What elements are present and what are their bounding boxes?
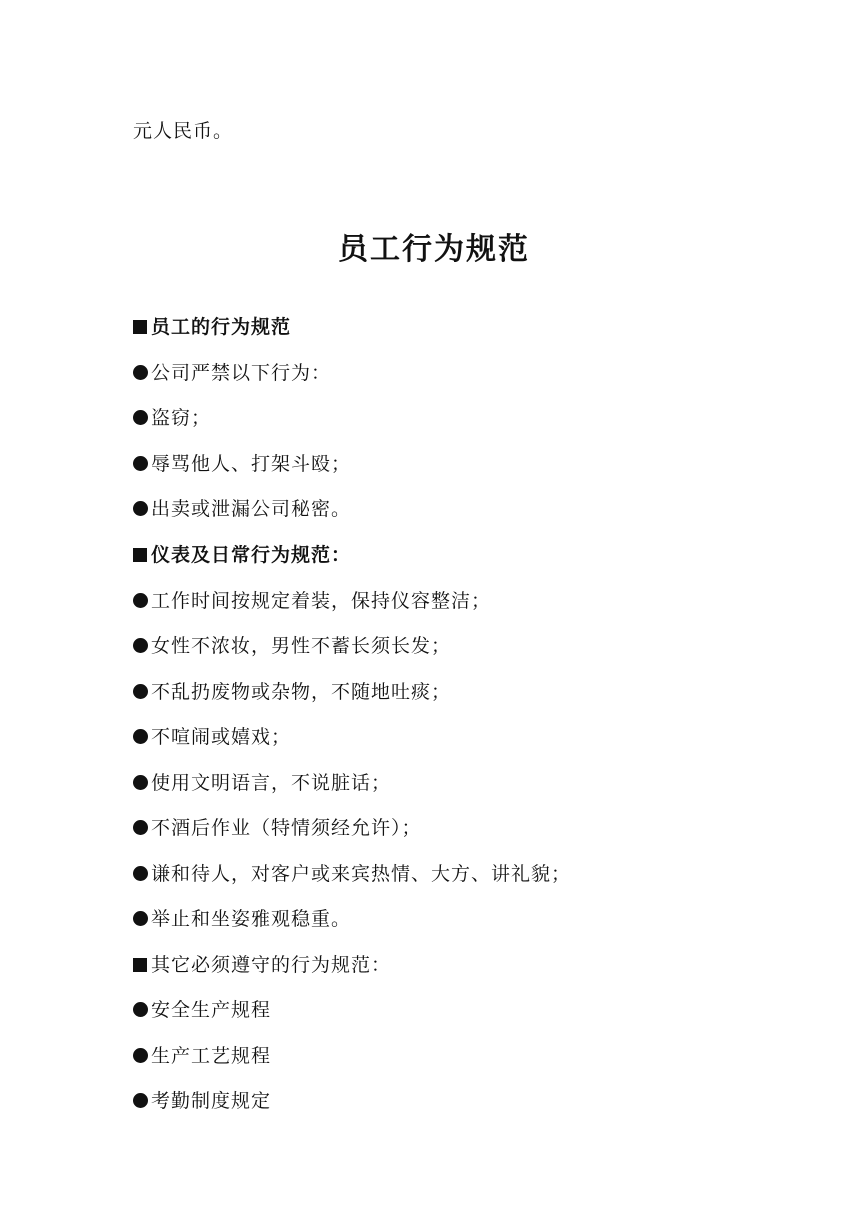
section-heading <box>133 543 351 567</box>
round-bullet-icon <box>133 911 148 926</box>
list-item-text: 举止和坐姿雅观稳重。 <box>151 908 352 930</box>
round-bullet-icon <box>133 775 148 790</box>
list-item-text: 盗窃； <box>151 407 212 429</box>
carryover-text: 元人民币。 <box>133 120 234 142</box>
section-heading <box>133 953 391 977</box>
page-title: 员工行为规范 <box>338 232 530 267</box>
list-item <box>133 452 351 476</box>
list-item <box>133 680 451 704</box>
round-bullet-icon <box>133 729 148 744</box>
list-item-text: 谦和待人，对客户或来宾热情、大方、讲礼貌； <box>151 863 572 885</box>
round-bullet-icon <box>133 1002 148 1017</box>
square-bullet-icon <box>133 548 147 562</box>
list-item <box>133 406 211 430</box>
list-item-text: 考勤制度规定 <box>151 1090 272 1112</box>
section-heading-text: 员工的行为规范 <box>151 316 292 338</box>
list-item-text: 辱骂他人、打架斗殴； <box>151 453 352 475</box>
list-item-text: 安全生产规程 <box>151 999 272 1021</box>
list-item <box>133 497 351 521</box>
round-bullet-icon <box>133 684 148 699</box>
list-item <box>133 816 422 840</box>
list-item <box>133 1089 271 1113</box>
round-bullet-icon <box>133 1048 148 1063</box>
round-bullet-icon <box>133 456 148 471</box>
list-item-text: 使用文明语言，不说脏话； <box>151 772 392 794</box>
list-item <box>133 771 391 795</box>
list-item <box>133 361 331 385</box>
list-item <box>133 862 571 886</box>
list-item <box>133 725 291 749</box>
round-bullet-icon <box>133 593 148 608</box>
list-item <box>133 907 351 931</box>
round-bullet-icon <box>133 1093 148 1108</box>
list-item <box>133 589 491 613</box>
round-bullet-icon <box>133 866 148 881</box>
list-item-text: 不喧闹或嬉戏； <box>151 726 292 748</box>
round-bullet-icon <box>133 410 148 425</box>
section-heading-text: 仪表及日常行为规范： <box>151 544 352 566</box>
list-item-text: 出卖或泄漏公司秘密。 <box>151 498 352 520</box>
list-item <box>133 634 451 658</box>
round-bullet-icon <box>133 365 148 380</box>
list-item-text: 工作时间按规定着装，保持仪容整洁； <box>151 590 492 612</box>
list-item <box>133 998 271 1022</box>
section-heading <box>133 315 291 339</box>
list-item-text: 女性不浓妆，男性不蓄长须长发； <box>151 635 452 657</box>
round-bullet-icon <box>133 501 148 516</box>
round-bullet-icon <box>133 820 148 835</box>
square-bullet-icon <box>133 320 147 334</box>
list-item <box>133 1044 271 1068</box>
list-item-text: 公司严禁以下行为： <box>151 362 332 384</box>
square-bullet-icon <box>133 958 147 972</box>
round-bullet-icon <box>133 638 148 653</box>
list-item-text: 不酒后作业（特情须经允许）； <box>151 817 422 839</box>
list-item-text: 生产工艺规程 <box>151 1045 272 1067</box>
section-heading-text: 其它必须遵守的行为规范： <box>151 954 392 976</box>
list-item-text: 不乱扔废物或杂物，不随地吐痰； <box>151 681 452 703</box>
